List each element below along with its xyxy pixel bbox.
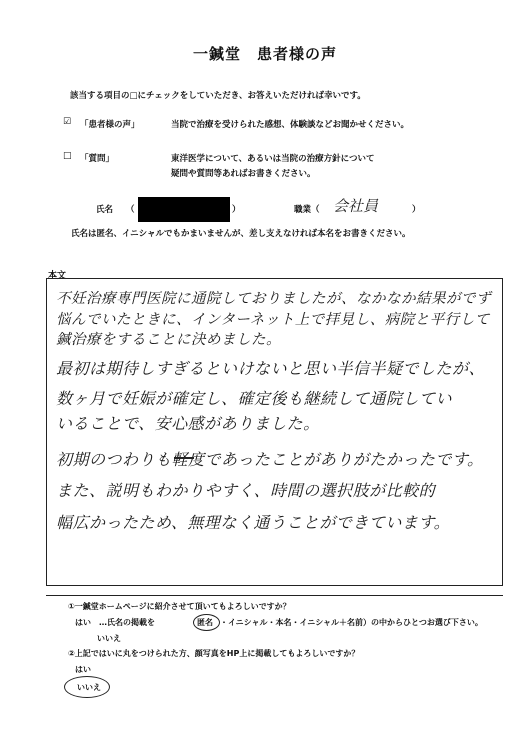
q1-yes-prefix[interactable]: はい …氏名の掲載を xyxy=(75,618,155,627)
option-question-label: 「質問」 xyxy=(80,154,115,164)
name-note: 氏名は匿名、イニシャルでもかまいませんが、差し支えなければ本名をお書きください。 xyxy=(71,229,411,239)
option-question-desc-2: 疑問や質問等あればお書きください。 xyxy=(171,169,316,179)
anon-circle xyxy=(193,614,220,631)
no-circle xyxy=(64,676,110,698)
q1-options-rest: ・イニシャル・本名・イニシャル＋名前）の中からひとつお選び下さい。 xyxy=(220,618,483,627)
name-label: 氏名 xyxy=(96,205,114,215)
q1-no-option[interactable]: いいえ xyxy=(97,634,121,643)
q2-yes-option[interactable]: はい xyxy=(75,665,91,674)
name-paren-close: ） xyxy=(232,205,241,215)
body-line-3: 鍼治療をすることに決めました。 xyxy=(56,332,281,348)
intro-text: 該当する項目の□にチェックをしていただき、お答えいただければ幸いです。 xyxy=(70,91,366,101)
occupation-value: 会社員 xyxy=(333,197,379,215)
q2-question: ②上記ではいに丸をつけられた方、顔写真をHP上に掲載してもよろしいですか？ xyxy=(68,649,360,658)
body-line-2: 悩んでいたときに、インターネット上で拝見し、病院と平行して xyxy=(56,312,490,328)
body-line-9: 幅広かったため、無理なく通うことができています。 xyxy=(56,513,451,532)
body-line-5: 数ヶ月で妊娠が確定し、確定後も継続して通院してい xyxy=(56,389,453,408)
q2-no-option[interactable]: いいえ xyxy=(77,683,101,692)
divider xyxy=(46,595,503,596)
checkbox-question[interactable]: □ xyxy=(63,151,72,161)
body-line-7: 初期のつわりも軽度であったことがありがたかったです。 xyxy=(56,450,484,469)
body-line-6: いることで、安心感がありました。 xyxy=(56,414,320,433)
checkbox-voice[interactable]: ☑ xyxy=(63,117,72,127)
body-line-4: 最初は期待しすぎるといけないと思い半信半疑でしたが、 xyxy=(56,359,486,378)
q1-question: ①一鍼堂ホームページに紹介させて頂いてもよろしいですか？ xyxy=(68,602,291,611)
correction-strike xyxy=(174,457,194,459)
redacted-name xyxy=(138,197,230,222)
name-paren-open: （ xyxy=(126,205,135,215)
body-label: 本文 xyxy=(48,271,67,281)
occupation-label: 職業（ xyxy=(294,205,320,215)
option-voice-desc: 当院で治療を受けられた感想、体験談などお聞かせください。 xyxy=(171,120,410,130)
occupation-paren-close: ） xyxy=(412,205,421,215)
page-title: 一鍼堂 患者様の声 xyxy=(192,45,337,63)
body-line-1: 不妊治療専門医院に通院しておりましたが、なかなか結果がでず xyxy=(56,291,491,307)
option-question-desc-1: 東洋医学について、あるいは当院の治療方針について xyxy=(171,154,375,164)
body-line-8: また、説明もわかりやすく、時間の選択肢が比較的 xyxy=(56,481,436,500)
q1-anon-option[interactable]: 匿名 xyxy=(197,618,213,627)
option-voice-label: 「患者様の声」 xyxy=(80,120,140,130)
